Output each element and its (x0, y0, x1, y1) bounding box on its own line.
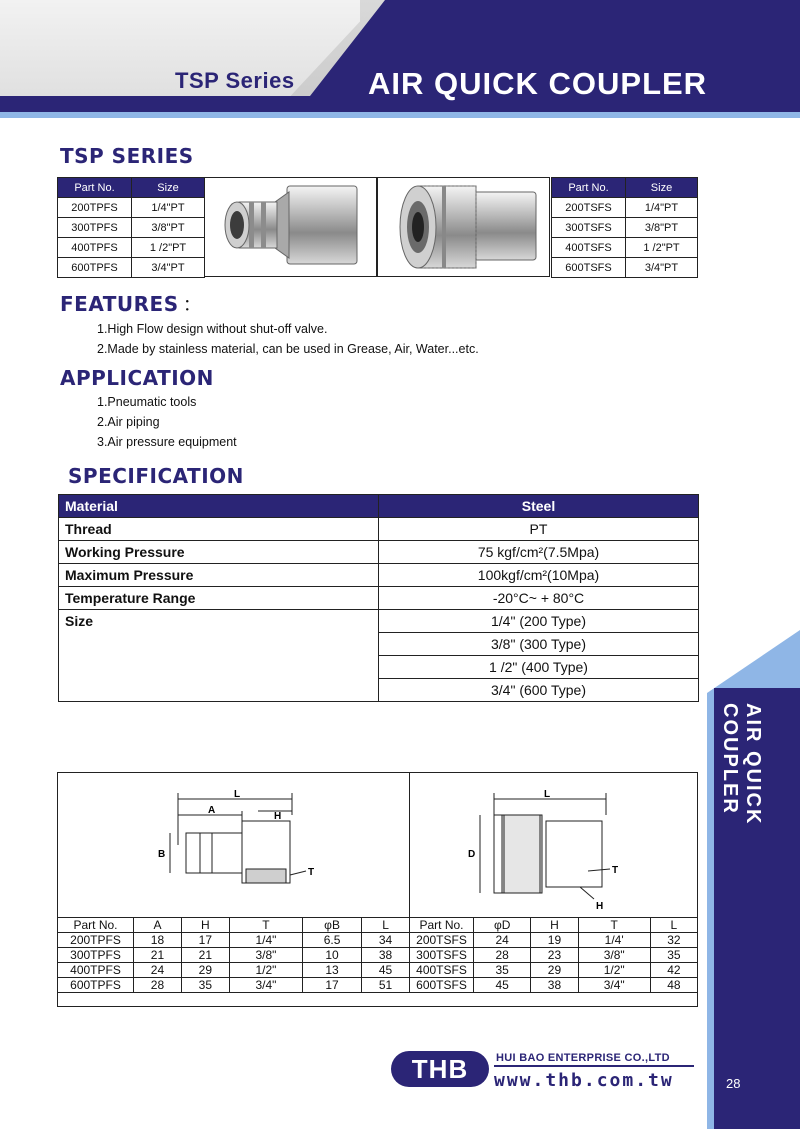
specification-heading: SPECIFICATION (68, 464, 244, 488)
cell: 1/4' (578, 933, 650, 948)
table-row (410, 948, 698, 963)
cell: 28 (474, 948, 531, 963)
socket-drawing (460, 785, 650, 913)
part-no: 200TSFS (552, 198, 626, 218)
spec-value: 1 /2" (400 Type) (379, 656, 699, 679)
col-header: H (531, 918, 578, 933)
table-row (58, 918, 410, 933)
size: 3/8"PT (132, 218, 205, 238)
cell: 300TSFS (410, 948, 474, 963)
cell: 23 (531, 948, 578, 963)
spec-value: 1/4" (200 Type) (379, 610, 699, 633)
size: 3/4"PT (132, 258, 205, 278)
table-row (58, 258, 205, 278)
socket-dimension-table (409, 917, 698, 993)
cell: 200TSFS (410, 933, 474, 948)
series-heading: TSP SERIES (60, 144, 194, 168)
website-url: www.thb.com.tw (494, 1070, 674, 1091)
list-item: 1.High Flow design without shut-off valve. (97, 322, 328, 336)
series-title: TSP Series (175, 68, 295, 93)
col-header: Part No. (410, 918, 474, 933)
cell: 3/8" (229, 948, 302, 963)
table-row (59, 610, 699, 633)
col-header: A (134, 918, 182, 933)
cell: 6.5 (303, 933, 362, 948)
plug-dimension-table (57, 917, 410, 993)
table-row (58, 978, 410, 993)
plug-drawing (150, 785, 340, 905)
col-header: L (362, 918, 410, 933)
cell: 24 (134, 963, 182, 978)
page-title: AIR QUICK COUPLER (368, 66, 708, 101)
cell: 35 (650, 948, 697, 963)
dim-label-L: L (234, 789, 241, 800)
cell: 400TSFS (410, 963, 474, 978)
table-row (58, 963, 410, 978)
socket-image (378, 178, 549, 276)
cell: 400TPFS (58, 963, 134, 978)
part-no: 600TPFS (58, 258, 132, 278)
col-header: φD (474, 918, 531, 933)
cell: 18 (134, 933, 182, 948)
col-header: φB (303, 918, 362, 933)
dim-label-L: L (544, 789, 551, 800)
col-header: Part No. (58, 918, 134, 933)
cell: 29 (531, 963, 578, 978)
dim-label-T: T (308, 867, 315, 878)
list-item: 2.Made by stainless material, can be used in Grease, Air, Water...etc. (97, 342, 479, 356)
cell: 3/4" (578, 978, 650, 993)
panel-divider (409, 772, 410, 917)
table-row (410, 978, 698, 993)
size: 3/4"PT (626, 258, 698, 278)
part-no: 200TPFS (58, 198, 132, 218)
cell: 300TPFS (58, 948, 134, 963)
size: 1 /2"PT (626, 238, 698, 258)
dim-label-D: D (468, 849, 476, 860)
page-number: 28 (726, 1076, 741, 1091)
cell: 17 (181, 933, 229, 948)
table-row (59, 495, 699, 518)
logo-text: THB (411, 1054, 469, 1084)
col-header: Size (132, 178, 205, 198)
list-item: 3.Air pressure equipment (97, 435, 237, 449)
cell: 29 (181, 963, 229, 978)
table-row (58, 933, 410, 948)
table-row (552, 258, 698, 278)
cell: 45 (474, 978, 531, 993)
size: 1 /2"PT (132, 238, 205, 258)
cell: 1/4" (229, 933, 302, 948)
cell: 200TPFS (58, 933, 134, 948)
spec-value: -20°C~ + 80°C (379, 587, 699, 610)
cell: 51 (362, 978, 410, 993)
features-colon: ： (182, 292, 204, 316)
plug-photo (204, 177, 377, 277)
cell: 32 (650, 933, 697, 948)
spec-value: 100kgf/cm²(10Mpa) (379, 564, 699, 587)
cell: 28 (134, 978, 182, 993)
cell: 1/2" (229, 963, 302, 978)
col-header: T (229, 918, 302, 933)
cell: 3/8" (578, 948, 650, 963)
col-header: H (181, 918, 229, 933)
spec-value: Steel (379, 495, 699, 518)
cell: 19 (531, 933, 578, 948)
col-header: T (578, 918, 650, 933)
cell: 38 (531, 978, 578, 993)
cell: 600TSFS (410, 978, 474, 993)
table-row (410, 963, 698, 978)
footer-divider (494, 1065, 694, 1067)
col-header: L (650, 918, 697, 933)
part-no: 400TSFS (552, 238, 626, 258)
cell: 35 (181, 978, 229, 993)
list-item: 1.Pneumatic tools (97, 395, 197, 409)
col-header: Part No. (58, 178, 132, 198)
cell: 13 (303, 963, 362, 978)
header-accent-bar (0, 112, 800, 118)
part-no: 300TSFS (552, 218, 626, 238)
socket-parts-table (551, 177, 698, 278)
table-row (59, 518, 699, 541)
spec-key: Working Pressure (59, 541, 379, 564)
spec-key: Size (59, 610, 379, 702)
spec-key: Thread (59, 518, 379, 541)
cell: 42 (650, 963, 697, 978)
application-heading: APPLICATION (60, 366, 214, 390)
table-row (552, 218, 698, 238)
cell: 17 (303, 978, 362, 993)
table-row (59, 587, 699, 610)
thb-logo (390, 1050, 490, 1088)
cell: 21 (134, 948, 182, 963)
spec-value: PT (379, 518, 699, 541)
spec-key: Maximum Pressure (59, 564, 379, 587)
company-name: HUI BAO ENTERPRISE CO.,LTD (496, 1052, 670, 1064)
cell: 600TPFS (58, 978, 134, 993)
cell: 48 (650, 978, 697, 993)
size: 1/4"PT (132, 198, 205, 218)
table-row (58, 218, 205, 238)
socket-photo (377, 177, 550, 277)
cell: 38 (362, 948, 410, 963)
spec-table (58, 494, 699, 702)
col-header: Size (626, 178, 698, 198)
part-no: 300TPFS (58, 218, 132, 238)
spec-value: 3/4" (600 Type) (379, 679, 699, 702)
application-list (97, 392, 237, 452)
table-row (552, 198, 698, 218)
table-row (59, 541, 699, 564)
dim-label-H: H (596, 901, 604, 912)
cell: 24 (474, 933, 531, 948)
cell: 34 (362, 933, 410, 948)
dim-label-H: H (274, 811, 282, 822)
plug-parts-table (57, 177, 205, 278)
dim-label-B: B (158, 849, 166, 860)
cell: 45 (362, 963, 410, 978)
cell: 1/2" (578, 963, 650, 978)
table-row (410, 933, 698, 948)
size: 1/4"PT (626, 198, 698, 218)
features-heading-text: FEATURES (60, 292, 179, 316)
part-no: 600TSFS (552, 258, 626, 278)
table-row (552, 238, 698, 258)
cell: 10 (303, 948, 362, 963)
cell: 35 (474, 963, 531, 978)
table-row (58, 238, 205, 258)
table-row (59, 564, 699, 587)
plug-image (205, 178, 376, 276)
spec-value: 3/8" (300 Type) (379, 633, 699, 656)
spec-value: 75 kgf/cm²(7.5Mpa) (379, 541, 699, 564)
dim-label-A: A (208, 805, 216, 816)
cell: 3/4" (229, 978, 302, 993)
table-row (410, 918, 698, 933)
cell: 21 (181, 948, 229, 963)
spec-key: Material (59, 495, 379, 518)
size: 3/8"PT (626, 218, 698, 238)
list-item: 2.Air piping (97, 415, 160, 429)
table-row (58, 948, 410, 963)
side-tab-label: AIR QUICK COUPLER (719, 703, 764, 826)
features-heading (60, 288, 203, 317)
col-header: Part No. (552, 178, 626, 198)
spec-key: Temperature Range (59, 587, 379, 610)
dim-label-T: T (612, 865, 619, 876)
part-no: 400TPFS (58, 238, 132, 258)
table-row (58, 198, 205, 218)
features-list (97, 319, 479, 359)
